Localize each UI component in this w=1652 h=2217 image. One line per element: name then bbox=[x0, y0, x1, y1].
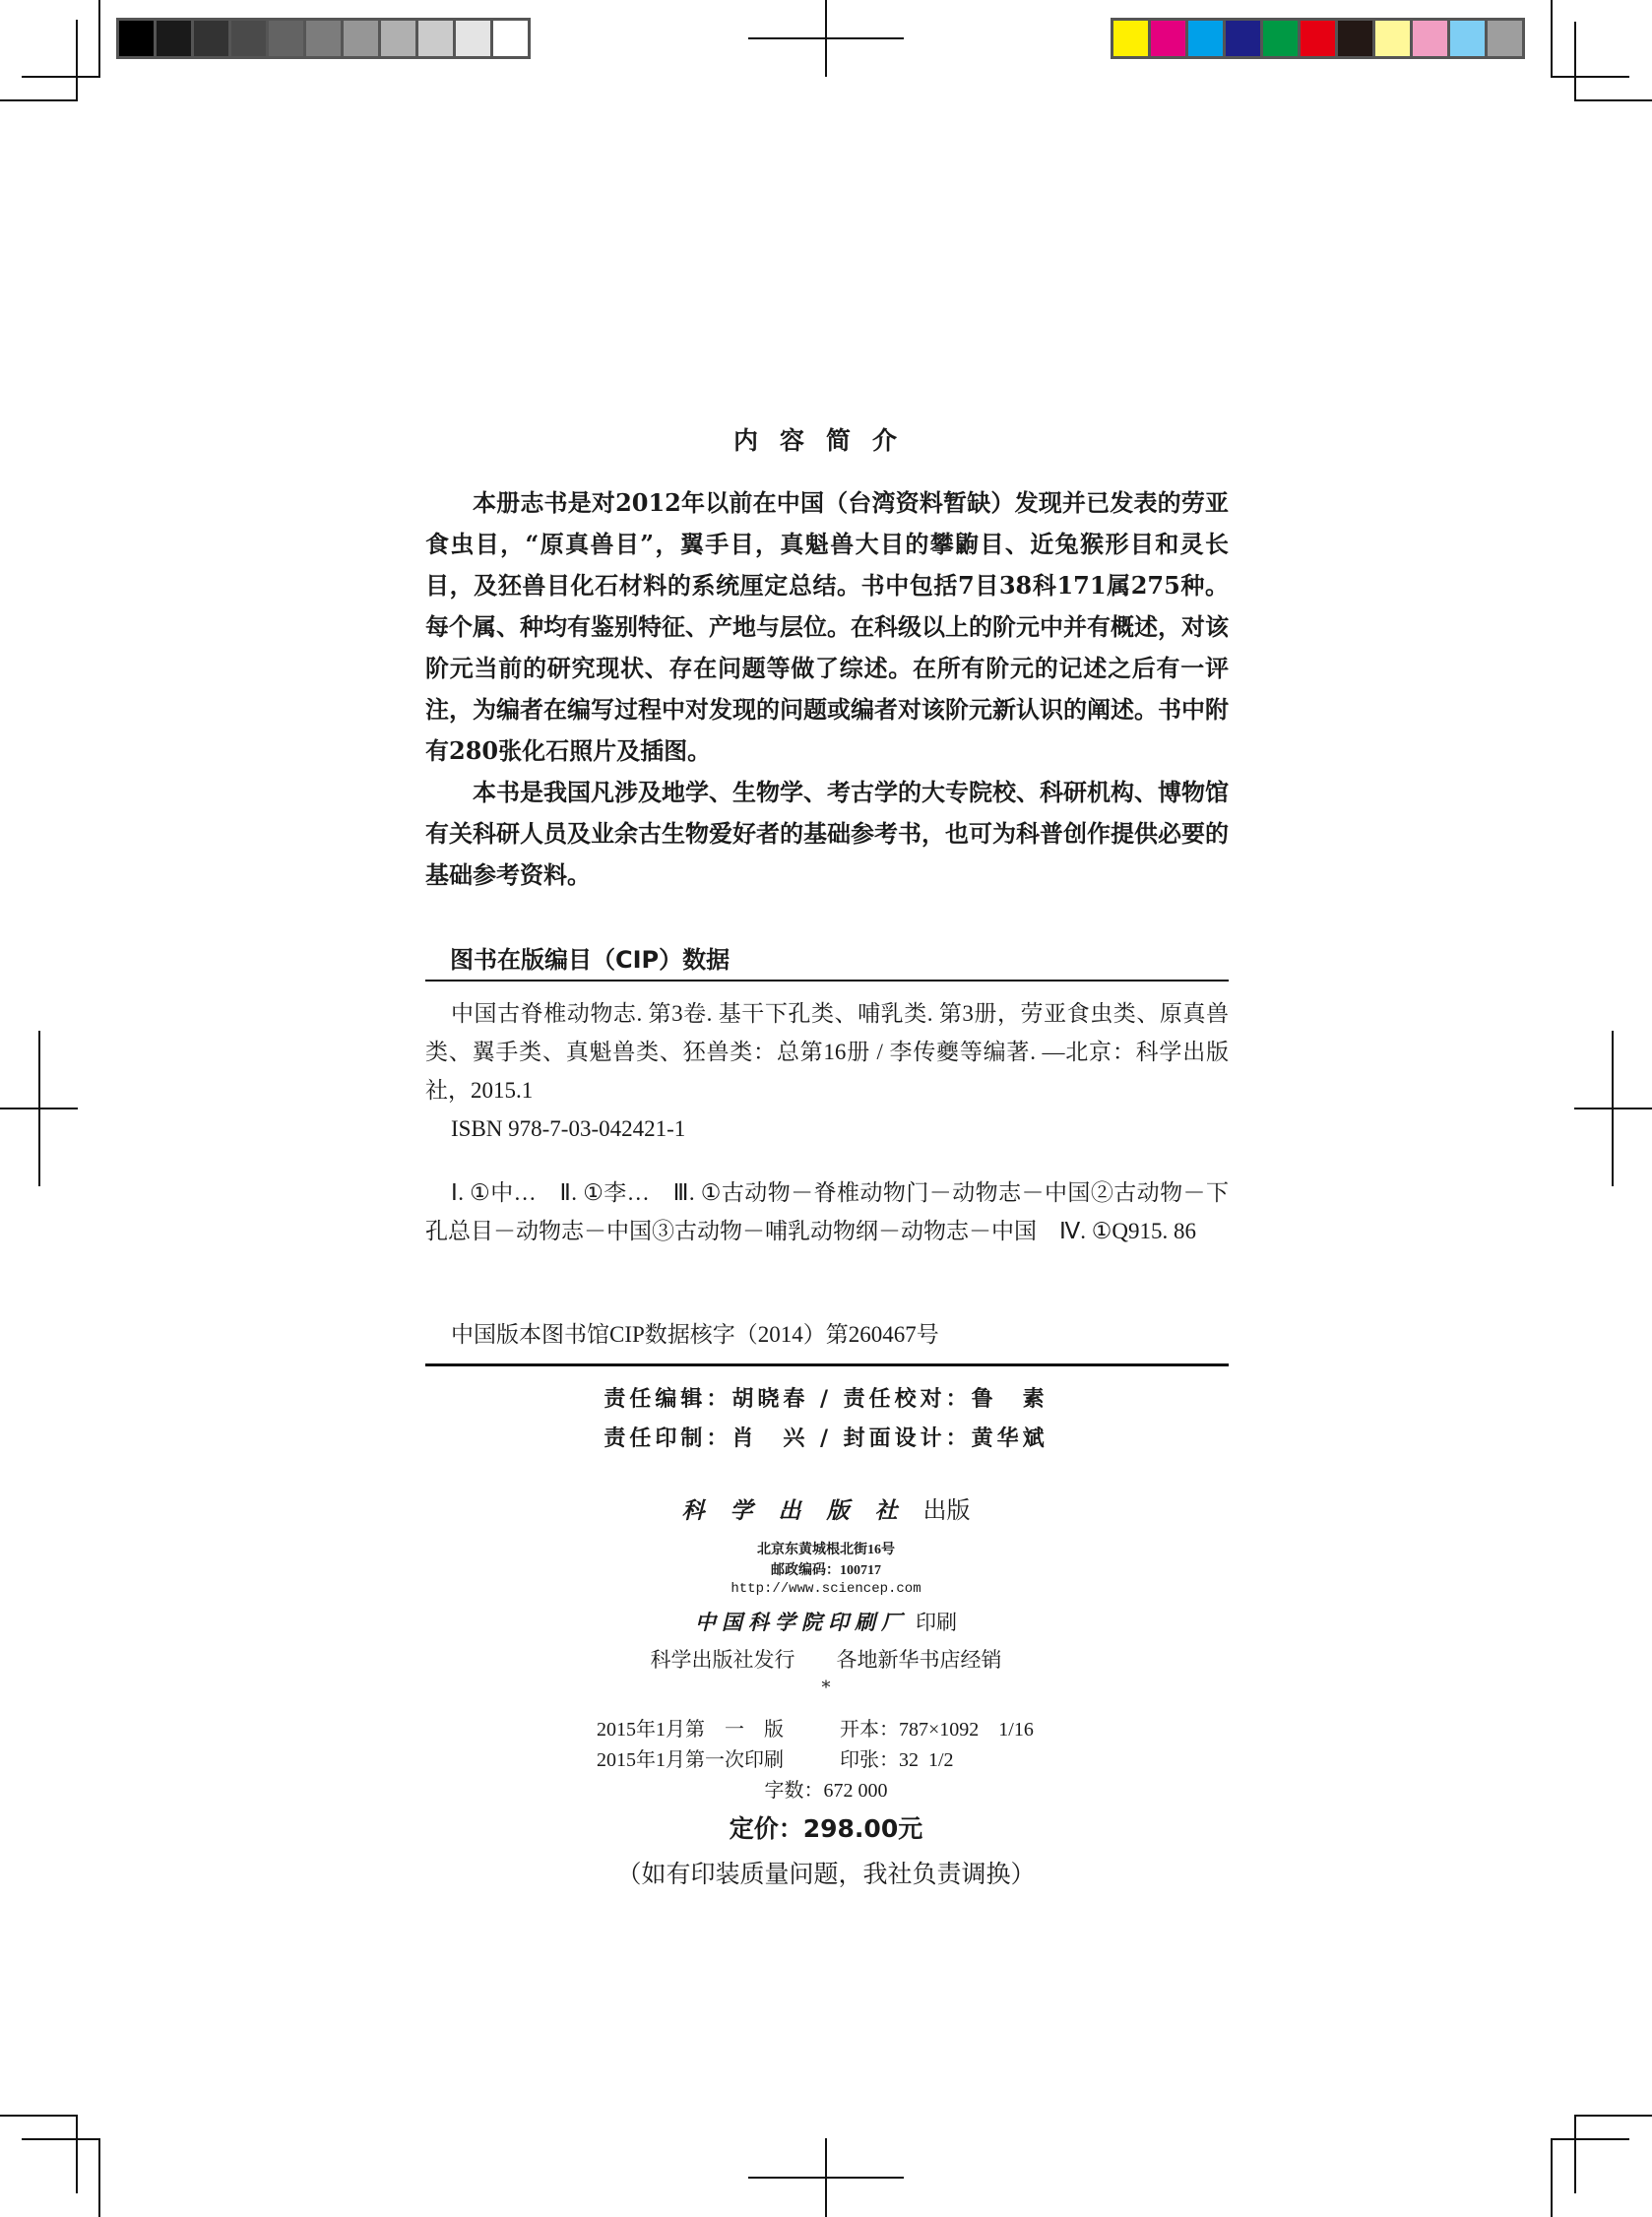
publisher-suffix: 出版 bbox=[922, 1496, 971, 1524]
color-swatch bbox=[493, 21, 528, 56]
color-swatch bbox=[1375, 21, 1410, 56]
cip-record-number: 中国版本图书馆CIP数据核字（2014）第260467号 bbox=[451, 1322, 939, 1347]
cip-isbn: ISBN 978-7-03-042421-1 bbox=[451, 1116, 686, 1141]
cip-bottom-rule bbox=[425, 1363, 1229, 1366]
color-swatch bbox=[1450, 21, 1485, 56]
color-swatch bbox=[231, 21, 266, 56]
cip-classification: Ⅰ. ①中… Ⅱ. ①李… Ⅲ. ①古动物－脊椎动物门－动物志－中国②古动物－下孔总目－动物志－中国③古动物－哺乳动物纲－动物志－中国 Ⅳ. ①Q915. 86 bbox=[425, 1180, 1229, 1243]
color-swatch bbox=[1151, 21, 1185, 56]
cip-heading-rule bbox=[425, 980, 1229, 982]
grayscale-color-bar bbox=[116, 18, 531, 59]
word-count: 字数：672 000 bbox=[764, 1780, 888, 1802]
summary-title: 内容简介 bbox=[732, 426, 919, 455]
edition-date: 2015年1月第 一 版 bbox=[597, 1719, 784, 1741]
publisher-address: 北京东黄城根北街16号 bbox=[757, 1543, 895, 1557]
separator-asterisk: * bbox=[821, 1678, 831, 1698]
price: 定价：298.00元 bbox=[729, 1814, 923, 1843]
summary-paragraph: 本书是我国凡涉及地学、生物学、考古学的大专院校、科研机构、博物馆有关科研人员及业余古生物爱好者的基础参考书，也可为科普创作提供必要的基础参考资料。 bbox=[425, 778, 1229, 889]
color-swatch bbox=[1113, 21, 1148, 56]
summary-paragraph: 本册志书是对2012年以前在中国（台湾资料暂缺）发现并已发表的劳亚食虫目，“原真兽目”，翼手目，真魁兽大目的攀鼩目、近兔猴形目和灵长目，及狉兽目化石材料的系统厘定总结。书中包括7目38科171属275种。每个属、种均有鉴别特征、产地与层位。在科级以上的阶元中并有概述，对该阶元当前的研究现状、存在问题等做了综述。在所有阶元的记述之后有一评注，为编者在编写过程中对发现的问题或编者对该阶元新认识的阐述。书中附有280张化石照片及插图。 bbox=[425, 488, 1229, 765]
printed-sheets: 印张：32 1/2 bbox=[840, 1749, 954, 1771]
publisher-name-logo: 科学出版社 bbox=[681, 1497, 923, 1524]
color-swatch bbox=[456, 21, 490, 56]
color-swatch bbox=[344, 21, 378, 56]
color-swatch bbox=[306, 21, 341, 56]
printing-date: 2015年1月第一次印刷 bbox=[597, 1749, 784, 1771]
cip-entry: 中国古脊椎动物志. 第3卷. 基干下孔类、哺乳类. 第3册，劳亚食虫类、原真兽类、翼手类、真魁兽类、狉兽类：总第16册 / 李传夔等编著. —北京：科学出版社，2015.1 bbox=[425, 1001, 1229, 1103]
color-swatch bbox=[1301, 21, 1335, 56]
color-swatch bbox=[381, 21, 415, 56]
printer-line bbox=[0, 1607, 1652, 1636]
color-swatch bbox=[1338, 21, 1372, 56]
cip-classification-block bbox=[425, 1173, 1229, 1250]
cip-heading: 图书在版编目（CIP）数据 bbox=[450, 946, 731, 974]
quality-note: （如有印装质量问题，我社负责调换） bbox=[616, 1860, 1036, 1888]
printer-suffix: 印刷 bbox=[916, 1611, 957, 1634]
summary-body bbox=[425, 482, 1229, 896]
color-swatch bbox=[418, 21, 453, 56]
publisher-postcode: 邮政编码：100717 bbox=[771, 1563, 881, 1578]
staff-line-2: 责任印制：肖 兴 / 封面设计：黄华斌 bbox=[604, 1425, 1048, 1451]
color-swatch bbox=[119, 21, 154, 56]
color-swatch bbox=[1188, 21, 1223, 56]
color-swatch bbox=[157, 21, 191, 56]
printer-name-logo: 中国科学院印刷厂 bbox=[695, 1610, 908, 1634]
distribution-line: 科学出版社发行 各地新华书店经销 bbox=[650, 1648, 1002, 1672]
color-swatch bbox=[1488, 21, 1522, 56]
publisher-website[interactable]: http://www.sciencep.com bbox=[731, 1581, 921, 1597]
cip-entry-block bbox=[425, 994, 1229, 1148]
color-swatch bbox=[269, 21, 303, 56]
color-swatch bbox=[194, 21, 228, 56]
publisher-line bbox=[0, 1490, 1652, 1525]
process-color-bar bbox=[1111, 18, 1525, 59]
color-swatch bbox=[1413, 21, 1447, 56]
color-swatch bbox=[1263, 21, 1298, 56]
color-swatch bbox=[1226, 21, 1260, 56]
format-size: 开本：787×1092 1/16 bbox=[840, 1719, 1034, 1741]
cip-record-block bbox=[425, 1315, 1229, 1354]
staff-line-1: 责任编辑：胡晓春 / 责任校对：鲁 素 bbox=[604, 1386, 1048, 1412]
